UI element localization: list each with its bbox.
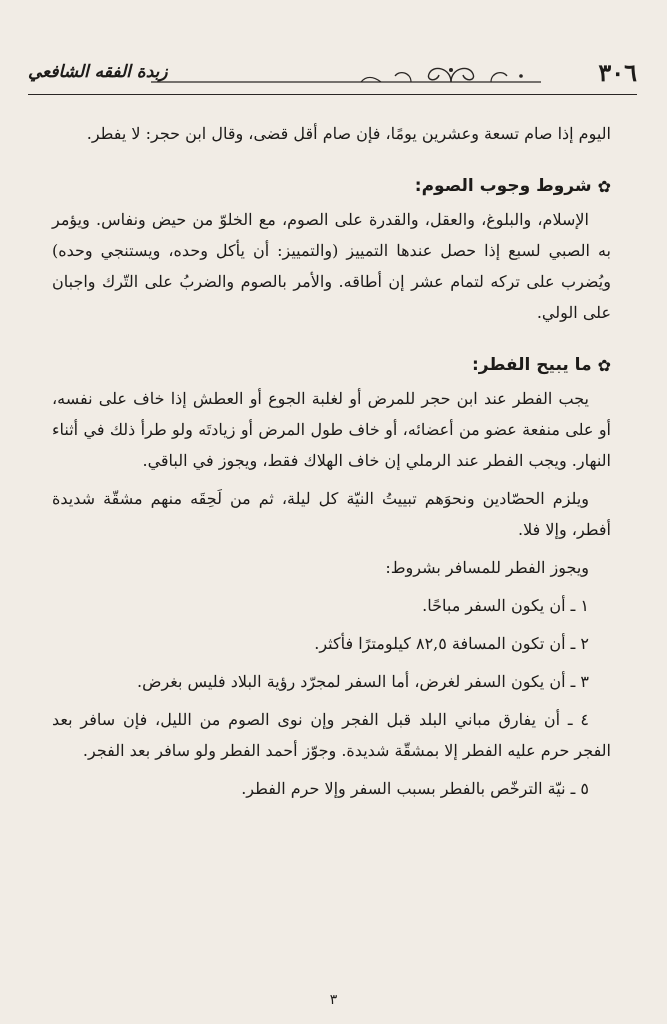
list-item-condition-3: ٣ ـ أن يكون السفر لغرض، أما السفر لمجرّد رؤية البلاد فليس بغرض. bbox=[137, 672, 589, 691]
flower-bullet-icon: ✿ bbox=[597, 176, 611, 196]
section-heading-conditions bbox=[52, 171, 611, 202]
list-item-condition-5: ٥ ـ نيّة الترخّص بالفطر بسبب السفر وإلا حرم الفطر. bbox=[241, 779, 589, 798]
paragraph-harvesters: ويلزم الحصّادين ونحوَهم تبييتُ النيّة كل ليلة، ثم من لَحِقَه منهم مشقّة شديدة أفطر، وإلا فلا. bbox=[52, 489, 611, 539]
paragraph-traveler: ويجوز الفطر للمسافر بشروط: bbox=[385, 558, 589, 577]
paragraph-intro: اليوم إذا صام تسعة وعشرين يومًا، فإن صام أقل قضى، وقال ابن حجر: لا يفطر. bbox=[86, 124, 611, 143]
page-number: ٣٠٦ bbox=[598, 58, 637, 87]
header-divider bbox=[28, 94, 637, 95]
footer-mark: ٣ bbox=[329, 992, 338, 1008]
scroll-ornament-icon bbox=[151, 58, 541, 88]
page-header bbox=[28, 56, 637, 96]
list-item-condition-2: ٢ ـ أن تكون المسافة ٨٢,٥ كيلومترًا فأكثر. bbox=[314, 634, 589, 653]
flower-bullet-icon: ✿ bbox=[597, 355, 611, 375]
page-content bbox=[52, 118, 611, 804]
book-title: زبدة الفقه الشافعي bbox=[28, 62, 168, 82]
list-item-condition-4: ٤ ـ أن يفارق مباني البلد قبل الفجر وإن نوى الصوم من الليل، فإن سافر بعد الفجر حرم عليه الفطر إلا بمشقّة شديدة. وجوّز أحمد الفطر ولو سافر بعد الفجر. bbox=[52, 710, 611, 760]
paragraph-illness: يجب الفطر عند ابن حجر للمرض أو لغلبة الجوع أو العطش إذا خاف على نفسه، أو على منفعة عضو من أعضائه، أو خاف طول المرض أو زيادتَه ولو طرأ ذلك في أثناء النهار. ويجب الفطر عند الرملي إن خاف الهلاك فقط، ويجوز في الباقي. bbox=[52, 389, 611, 470]
list-item-condition-1: ١ ـ أن يكون السفر مباحًا. bbox=[422, 596, 589, 615]
paragraph-conditions: الإسلام، والبلوغ، والعقل، والقدرة على الصوم، مع الخلوّ من حيض ونفاس. ويؤمر به الصبي لسبع إذا حصل عندها التمييز (والتمييز: أن يأكل وحده، ويستنجي وحده) ويُضرب على تركه لتمام عشر إن أطاقه. والأمر بالصوم والضربُ على التّرك واجبان على الولي. bbox=[52, 210, 611, 322]
section-heading-permits bbox=[52, 350, 611, 381]
section-heading-text: ما يبيح الفطر: bbox=[471, 355, 592, 375]
section-heading-text: شروط وجوب الصوم: bbox=[414, 176, 592, 196]
